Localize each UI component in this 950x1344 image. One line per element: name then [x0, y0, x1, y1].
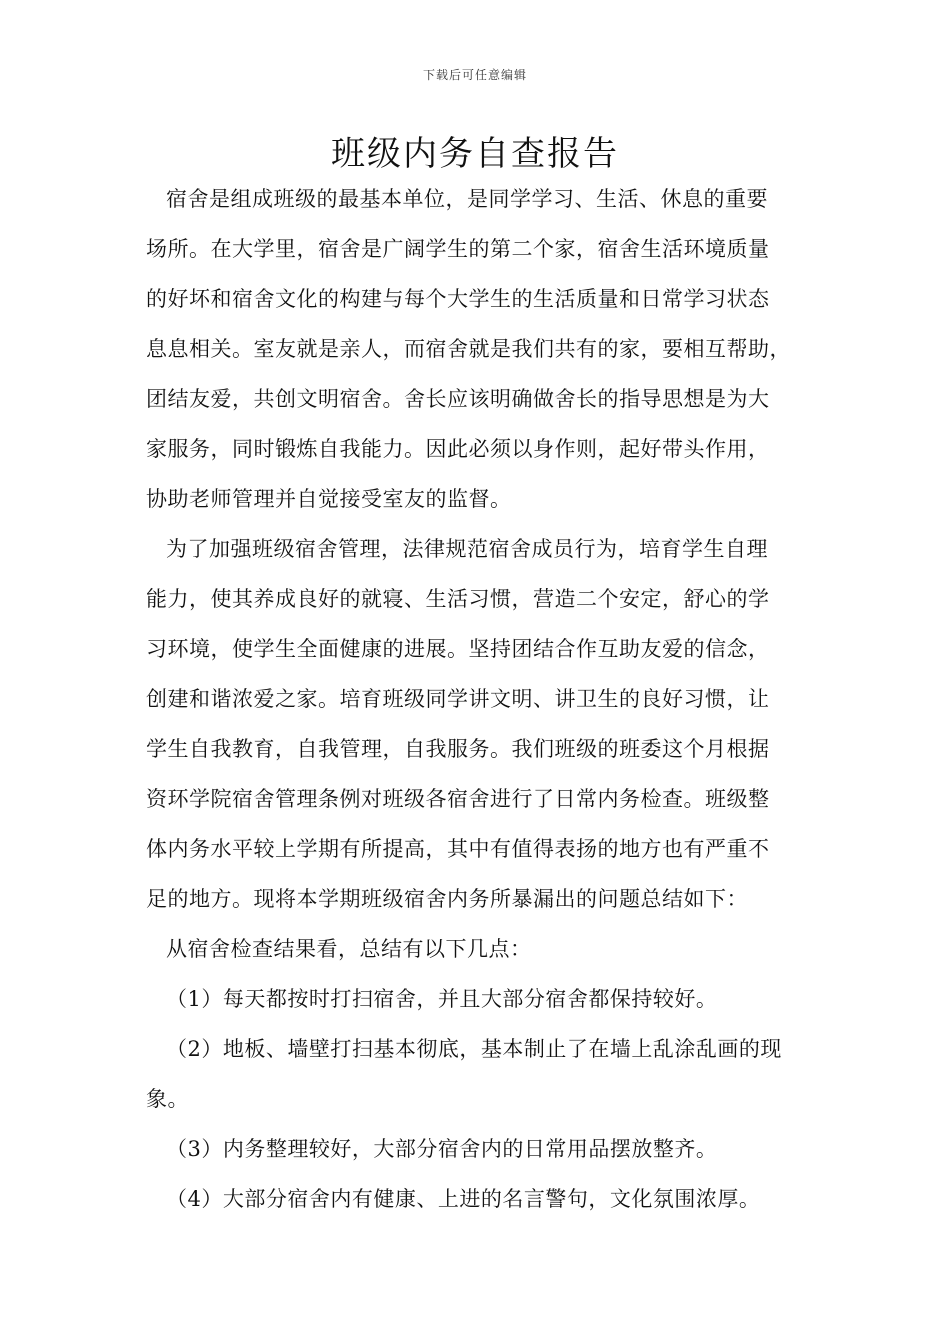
- list-item-3: （3）内务整理较好，大部分宿舍内的日常用品摆放整齐。: [166, 1137, 718, 1161]
- paragraph-1-line-5: 团结友爱，共创文明宿舍。舍长应该明确做舍长的指导思想是为大: [146, 387, 770, 411]
- list-item-2-line-2: 象。: [146, 1087, 189, 1111]
- paragraph-1-line-2: 场所。在大学里，宿舍是广阔学生的第二个家，宿舍生活环境质量: [146, 237, 770, 261]
- document-title: 班级内务自查报告: [331, 134, 619, 174]
- paragraph-1-line-4: 息息相关。室友就是亲人，而宿舍就是我们共有的家，要相互帮助，: [146, 337, 791, 361]
- paragraph-1-line-3: 的好坏和宿舍文化的构建与每个大学生的生活质量和日常学习状态: [146, 287, 770, 311]
- paragraph-2-line-6: 资环学院宿舍管理条例对班级各宿舍进行了日常内务检查。班级整: [146, 787, 770, 811]
- paragraph-2-line-5: 学生自我教育，自我管理，自我服务。我们班级的班委这个月根据: [146, 737, 770, 761]
- paragraph-2-line-1: 为了加强班级宿舍管理，法律规范宿舍成员行为，培育学生自理: [166, 537, 768, 561]
- list-item-2-line-1: （2）地板、墙壁打扫基本彻底，基本制止了在墙上乱涂乱画的现: [166, 1037, 782, 1061]
- list-item-4: （4）大部分宿舍内有健康、上进的名言警句，文化氛围浓厚。: [166, 1187, 761, 1211]
- paragraph-2-line-4: 创建和谐浓爱之家。培育班级同学讲文明、讲卫生的良好习惯，让: [146, 687, 770, 711]
- paragraph-2-line-3: 习环境，使学生全面健康的进展。坚持团结合作互助友爱的信念，: [146, 637, 770, 661]
- header-note: 下载后可任意编辑: [422, 68, 527, 82]
- paragraph-2-line-2: 能力，使其养成良好的就寝、生活习惯，营造二个安定，舒心的学: [146, 587, 770, 611]
- paragraph-1-line-7: 协助老师管理并自觉接受室友的监督。: [146, 487, 512, 511]
- paragraph-2-line-8: 足的地方。现将本学期班级宿舍内务所暴漏出的问题总结如下：: [146, 887, 748, 911]
- paragraph-1-line-1: 宿舍是组成班级的最基本单位，是同学学习、生活、休息的重要: [166, 187, 768, 211]
- summary-intro-line: 从宿舍检查结果看，总结有以下几点：: [166, 937, 532, 961]
- paragraph-1-line-6: 家服务，同时锻炼自我能力。因此必须以身作则，起好带头作用，: [146, 437, 770, 461]
- paragraph-2-line-7: 体内务水平较上学期有所提高，其中有值得表扬的地方也有严重不: [146, 837, 770, 861]
- list-item-1: （1）每天都按时打扫宿舍，并且大部分宿舍都保持较好。: [166, 987, 718, 1011]
